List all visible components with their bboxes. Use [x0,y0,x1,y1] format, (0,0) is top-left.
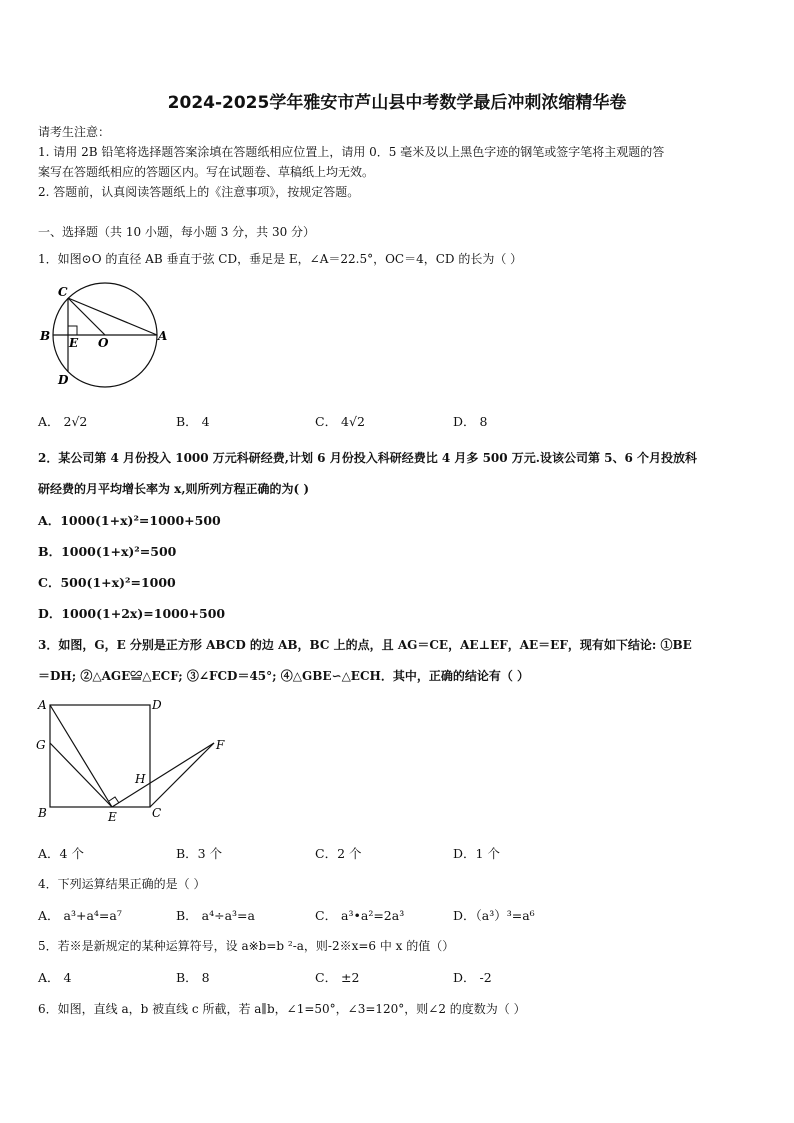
q4-option-d: D．（a³）³=a⁶ [453,908,535,923]
q1-segment-co [68,298,105,335]
q3-right-angle-mark [109,797,119,803]
q3-segment-ef [112,743,214,807]
q1-option-b: B． 4 [176,414,210,429]
q3-segment-ge [50,743,112,807]
q3-line1: 3．如图，G，E 分别是正方形 ABCD 的边 AB，BC 上的点，且 AG＝CE，AE⊥EF，AE＝EF，现有如下结论: ①BE [38,638,692,652]
q2-line2: 研经费的月平均增长率为 x,则所列方程正确的为( ) [38,482,310,496]
q2-option-b: B．1000(1+x)²=500 [38,544,177,559]
q1-label-a: A [158,329,168,343]
q3-label-e: E [108,810,117,824]
q1-right-angle-mark [68,326,77,335]
q3-option-c: C．2 个 [315,846,362,861]
q3-line2: ＝DH; ②△AGE≌△ECF; ③∠FCD＝45°; ④△GBE∽△ECH．其中，正确的结论有（ ） [38,669,530,683]
q3-segment-cf [150,743,214,807]
page-title: 2024-2025学年雅安市芦山县中考数学最后冲刺浓缩精华卷 [167,93,627,113]
q5-stem: 5．若※是新规定的某种运算符号，设 a※b=b ²-a，则-2※x=6 中 x 的值（） [38,939,455,953]
q3-segment-ae [50,705,112,807]
q1-option-c: C． 4√2 [315,414,365,429]
q3-square [50,705,150,807]
notice-item1-line1: 1. 请用 2B 铅笔将选择题答案涂填在答题纸相应位置上，请用 0．5 毫米及以上黑色字迹的钢笔或签字笔将主观题的答 [38,145,665,159]
q1-label-o: O [98,336,109,350]
q3-label-g: G [36,738,46,752]
notice-item2: 2. 答题前，认真阅读答题纸上的《注意事项》，按规定答题。 [38,185,360,199]
q3-label-h: H [135,772,146,786]
notice-item1-line2: 案写在答题纸相应的答题区内。写在试题卷、草稿纸上均无效。 [38,165,375,179]
q4-option-b: B． a⁴÷a³=a [176,908,255,923]
q1-option-d: D． 8 [453,414,488,429]
q3-label-c: C [152,806,162,820]
q1-label-c: C [58,285,68,299]
q2-option-c: C．500(1+x)²=1000 [38,575,176,590]
q4-option-c: C． a³•a²=2a³ [315,908,405,923]
q1-stem: 1．如图⊙O 的直径 AB 垂直于弦 CD，垂足是 E，∠A＝22.5°，OC＝4，CD 的长为（ ） [38,252,523,266]
q3-label-d: D [152,698,162,712]
q1-segment-ca [68,298,157,335]
q6-stem: 6．如图，直线 a，b 被直线 c 所截，若 a∥b，∠1=50°，∠3=120°，则∠2 的度数为（ ） [38,1002,526,1016]
q2-option-a: A．1000(1+x)²=1000+500 [38,513,221,528]
q1-label-d: D [58,373,69,387]
q3-option-a: A．4 个 [38,846,84,861]
q3-label-a: A [38,698,47,712]
q2-line1: 2．某公司第 4 月份投入 1000 万元科研经费,计划 6 月份投入科研经费比 4 月多 500 万元.设该公司第 5、6 个月投放科 [38,451,698,465]
q1-option-a: A． 2√2 [38,414,88,429]
q5-option-d: D． -2 [453,970,492,985]
q3-option-d: D．1 个 [453,846,500,861]
q5-option-c: C． ±2 [315,970,360,985]
q3-label-b: B [38,806,47,820]
q1-figure [38,280,178,390]
q1-label-b: B [40,329,51,343]
q2-option-d: D．1000(1+2x)=1000+500 [38,606,226,621]
q5-option-b: B． 8 [176,970,210,985]
q4-stem: 4．下列运算结果正确的是（ ） [38,877,206,891]
section-heading: 一、选择题（共 10 小题，每小题 3 分，共 30 分） [38,225,316,239]
q3-label-f: F [216,738,225,752]
q5-option-a: A． 4 [38,970,72,985]
q1-label-e: E [69,336,79,350]
q4-option-a: A． a³+a⁴=a⁷ [38,908,122,923]
q3-figure [34,695,234,825]
q3-option-b: B．3 个 [176,846,223,861]
notice-heading: 请考生注意： [38,125,111,139]
